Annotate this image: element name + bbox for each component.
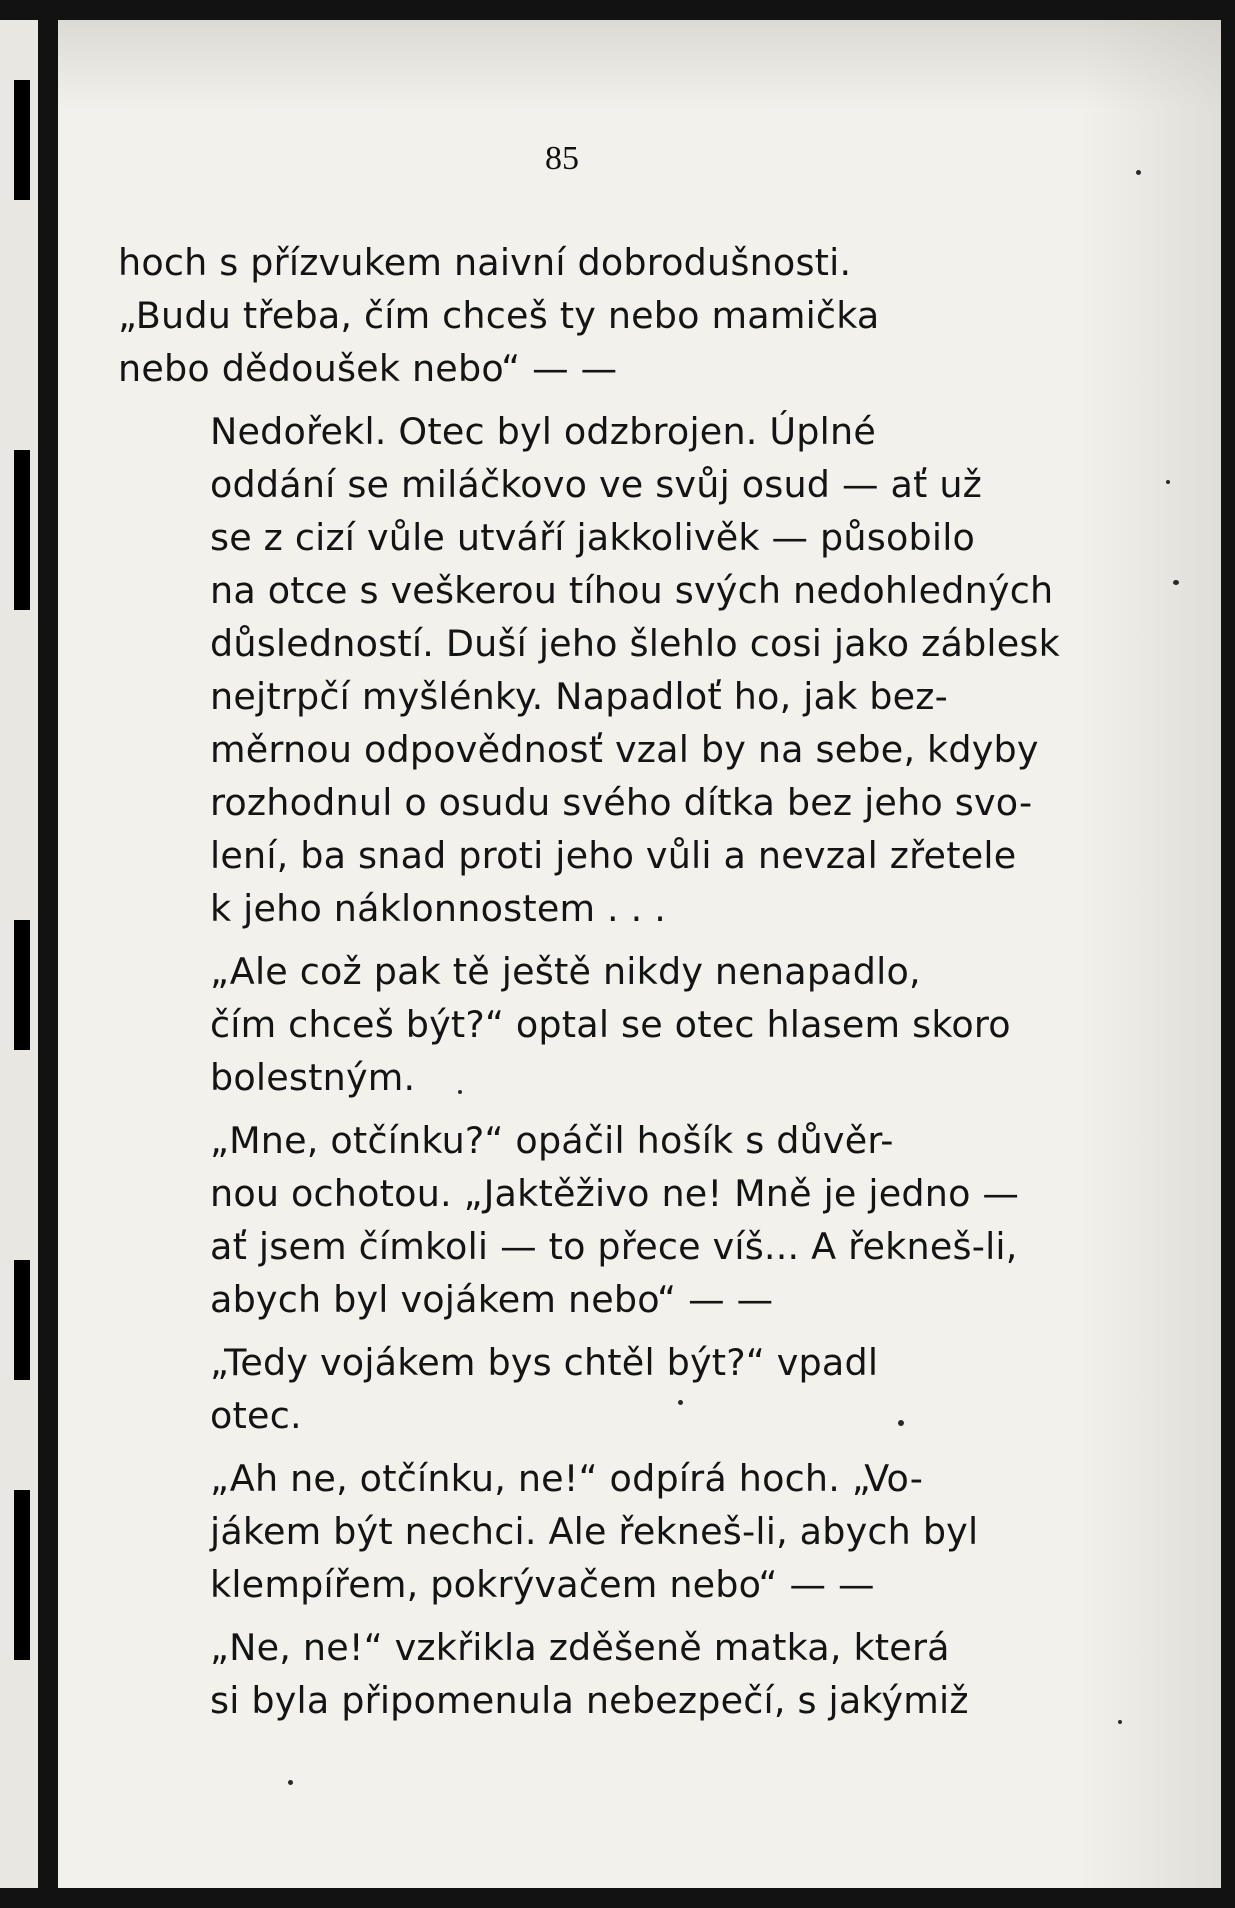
text-line: na otce s veškerou tíhou svých nedohledných bbox=[210, 569, 1054, 612]
text-line: „Mne, otčínku?“ opáčil hošík s důvěr- bbox=[210, 1119, 894, 1162]
text-line: „Ne, ne!“ vzkřikla zděšeně matka, která bbox=[210, 1626, 950, 1669]
text-line: klempířem, pokrývačem nebo“ — — bbox=[210, 1563, 875, 1606]
text-line: k jeho náklonnostem . . . bbox=[210, 887, 667, 930]
page-binding-edge bbox=[0, 20, 38, 1888]
text-line: oddání se miláčkovo ve svůj osud — ať už bbox=[210, 463, 983, 506]
text-line: jákem být nechci. Ale řekneš-li, abych byl bbox=[210, 1510, 979, 1553]
text-line: nejtrpčí myšlénky. Napadloť ho, jak bez- bbox=[210, 675, 948, 718]
text-line: důsledností. Duší jeho šlehlo cosi jako záblesk bbox=[210, 622, 1060, 665]
text-line: čím chceš být?“ optal se otec hlasem skoro bbox=[210, 1003, 1011, 1046]
text-line: Nedořekl. Otec byl odzbrojen. Úplné bbox=[210, 410, 876, 453]
paragraph bbox=[118, 236, 1024, 395]
text-line: „Budu třeba, čím chceš ty nebo mamička bbox=[118, 294, 880, 337]
text-line: bolestným. bbox=[210, 1056, 416, 1099]
text-line: ať jsem čímkoli — to přece víš... A řekneš-li, bbox=[210, 1225, 1018, 1268]
binding-shadow bbox=[14, 1490, 30, 1660]
binding-shadow bbox=[14, 920, 30, 1050]
text-line: se z cizí vůle utváří jakkolivěk — působilo bbox=[210, 516, 976, 559]
paragraph bbox=[118, 1336, 1024, 1442]
text-line: „Tedy vojákem bys chtěl být?“ vpadl bbox=[210, 1341, 879, 1384]
text-line: lení, ba snad proti jeho vůli a nevzal zřetele bbox=[210, 834, 1017, 877]
text-line: abych byl vojákem nebo“ — — bbox=[210, 1278, 774, 1321]
binding-shadow bbox=[14, 1260, 30, 1380]
text-line: nebo dědoušek nebo“ — — bbox=[118, 347, 618, 390]
binding-shadow bbox=[14, 80, 30, 200]
text-line: „Ah ne, otčínku, ne!“ odpírá hoch. „Vo- bbox=[210, 1457, 924, 1500]
paragraph bbox=[118, 1114, 1024, 1326]
page-number: 85 bbox=[545, 140, 579, 177]
text-line: otec. bbox=[210, 1394, 302, 1437]
paragraph bbox=[118, 405, 1060, 935]
text-line: si byla připomenula nebezpečí, s jakýmiž bbox=[210, 1679, 969, 1722]
paragraph bbox=[118, 1621, 1024, 1727]
paragraph bbox=[118, 945, 1024, 1104]
binding-shadow bbox=[14, 450, 30, 610]
text-line: „Ale což pak tě ještě nikdy nenapadlo, bbox=[210, 950, 921, 993]
text-line: hoch s přízvukem naivní dobrodušnosti. bbox=[118, 241, 852, 284]
paragraph bbox=[118, 1452, 1024, 1611]
text-line: měrnou odpovědnosť vzal by na sebe, kdyby bbox=[210, 728, 1039, 771]
body-text bbox=[118, 236, 1060, 1737]
text-line: rozhodnul o osudu svého dítka bez jeho svo- bbox=[210, 781, 1033, 824]
text-line: nou ochotou. „Jaktěživo ne! Mně je jedno — bbox=[210, 1172, 1020, 1215]
